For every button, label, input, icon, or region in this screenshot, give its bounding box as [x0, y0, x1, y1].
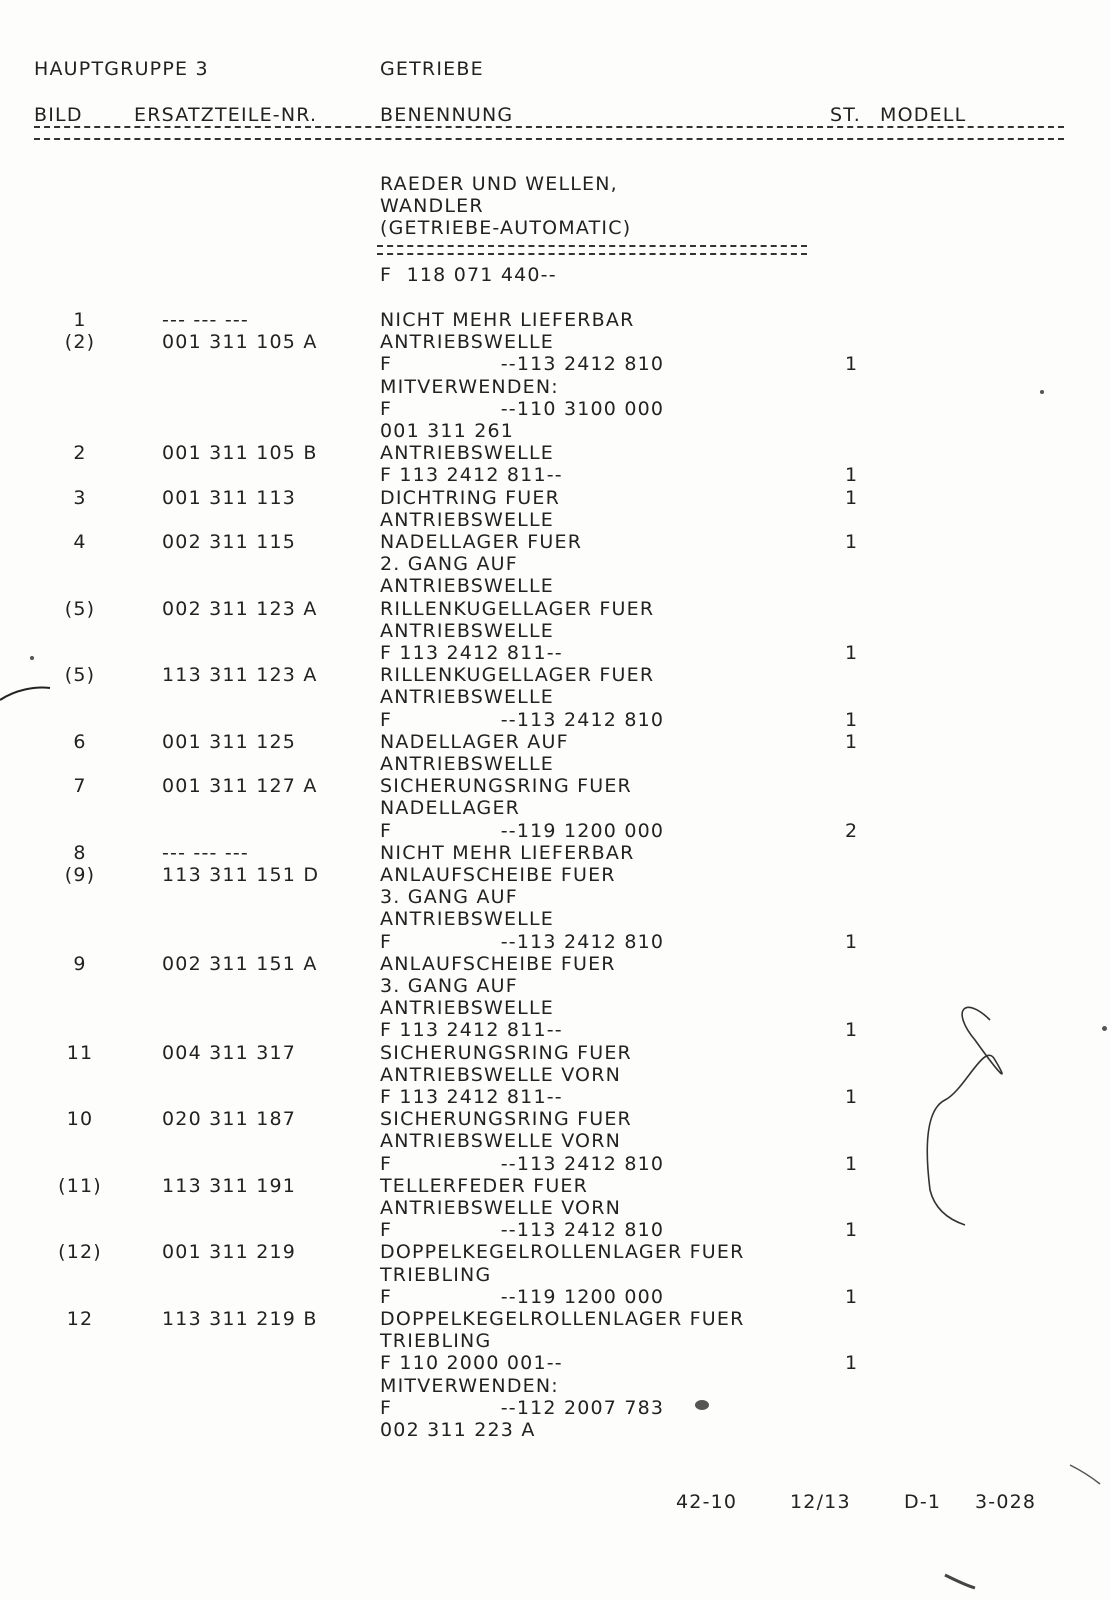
row-bild: 6: [73, 731, 87, 753]
row-bild: 12: [66, 1308, 94, 1330]
row-name: ANTRIEBSWELLE: [380, 509, 554, 531]
row-name: DICHTRING FUER: [380, 487, 561, 509]
row-name: SICHERUNGSRING FUER: [380, 1042, 632, 1064]
col-header-model: MODELL: [880, 104, 967, 126]
row-bild: 2: [73, 442, 87, 464]
row-name: ANLAUFSCHEIBE FUER: [380, 953, 616, 975]
row-quantity: 1: [845, 709, 859, 731]
row-part-number: 020 311 187: [162, 1108, 297, 1130]
row-name: TRIEBLING: [380, 1330, 492, 1352]
section-fref: F 118 071 440--: [380, 264, 557, 286]
row-name: F --119 1200 000: [380, 1286, 665, 1308]
row-quantity: 1: [845, 487, 859, 509]
ink-blot: [695, 1400, 709, 1410]
row-bild: 11: [66, 1042, 94, 1064]
row-quantity: 1: [845, 731, 859, 753]
row-quantity: 1: [845, 1019, 859, 1041]
row-bild: 9: [73, 953, 87, 975]
row-name: F --113 2412 810: [380, 1153, 665, 1175]
row-name: ANTRIEBSWELLE: [380, 331, 554, 353]
row-name: ANTRIEBSWELLE VORN: [380, 1130, 622, 1152]
row-name: NADELLAGER FUER: [380, 531, 583, 553]
row-name: ANTRIEBSWELLE: [380, 442, 554, 464]
col-header-bild: BILD: [34, 104, 83, 126]
ink-speck: [30, 656, 34, 660]
row-bild: (12): [58, 1241, 102, 1263]
row-quantity: 2: [845, 820, 859, 842]
row-quantity: 1: [845, 1286, 859, 1308]
row-part-number: 002 311 151 A: [162, 953, 318, 975]
row-bild: 4: [73, 531, 87, 553]
row-name: ANTRIEBSWELLE VORN: [380, 1197, 622, 1219]
row-part-number: 113 311 151 D: [162, 864, 320, 886]
row-name: F 113 2412 811--: [380, 1019, 563, 1041]
col-header-part-number: ERSATZTEILE-NR.: [134, 104, 318, 126]
row-name: F --113 2412 810: [380, 709, 665, 731]
row-name: ANTRIEBSWELLE VORN: [380, 1064, 622, 1086]
row-part-number: 001 311 105 B: [162, 442, 318, 464]
row-quantity: 1: [845, 531, 859, 553]
row-part-number: 002 311 123 A: [162, 598, 318, 620]
row-name: NADELLAGER AUF: [380, 731, 569, 753]
row-name: 3. GANG AUF: [380, 886, 518, 908]
col-header-name: BENENNUNG: [380, 104, 514, 126]
row-bild: (11): [58, 1175, 102, 1197]
group-heading: HAUPTGRUPPE 3: [34, 58, 209, 80]
row-bild: (5): [64, 664, 96, 686]
row-name: F --112 2007 783: [380, 1397, 665, 1419]
row-quantity: 1: [845, 1153, 859, 1175]
row-name: 2. GANG AUF: [380, 553, 518, 575]
footer-code3: D-1: [904, 1491, 942, 1513]
row-name: 3. GANG AUF: [380, 975, 518, 997]
row-name: SICHERUNGSRING FUER: [380, 775, 632, 797]
row-name: F --113 2412 810: [380, 931, 665, 953]
row-quantity: 1: [845, 1219, 859, 1241]
row-name: F 110 2000 001--: [380, 1352, 563, 1374]
row-bild: (9): [64, 864, 96, 886]
row-part-number: 113 311 219 B: [162, 1308, 318, 1330]
row-name: F 113 2412 811--: [380, 464, 563, 486]
row-name: F 113 2412 811--: [380, 1086, 563, 1108]
row-bild: 10: [66, 1108, 94, 1130]
row-quantity: 1: [845, 1352, 859, 1374]
row-part-number: 001 311 125: [162, 731, 297, 753]
group-title: GETRIEBE: [380, 58, 484, 80]
row-quantity: 1: [845, 1086, 859, 1108]
row-part-number: --- --- ---: [162, 309, 249, 331]
row-name: F --110 3100 000: [380, 398, 665, 420]
row-name: F 113 2412 811--: [380, 642, 563, 664]
footer-code1: 42-10: [676, 1491, 738, 1513]
row-name: NADELLAGER: [380, 797, 521, 819]
row-bild: (5): [64, 598, 96, 620]
row-bild: 3: [73, 487, 87, 509]
row-bild: (2): [64, 331, 96, 353]
row-quantity: 1: [845, 464, 859, 486]
row-name: RILLENKUGELLAGER FUER: [380, 664, 655, 686]
row-name: ANTRIEBSWELLE: [380, 686, 554, 708]
row-name: RILLENKUGELLAGER FUER: [380, 598, 655, 620]
row-name: ANLAUFSCHEIBE FUER: [380, 864, 616, 886]
row-part-number: 001 311 113: [162, 487, 297, 509]
section-title-line2: WANDLER: [380, 195, 484, 217]
section-title-line1: RAEDER UND WELLEN,: [380, 173, 618, 195]
row-name: DOPPELKEGELROLLENLAGER FUER: [380, 1308, 745, 1330]
row-name: SICHERUNGSRING FUER: [380, 1108, 632, 1130]
row-part-number: 001 311 219: [162, 1241, 297, 1263]
row-name: ANTRIEBSWELLE: [380, 575, 554, 597]
row-quantity: 1: [845, 931, 859, 953]
row-name: NICHT MEHR LIEFERBAR: [380, 309, 635, 331]
row-name: NICHT MEHR LIEFERBAR: [380, 842, 635, 864]
col-header-st: ST.: [830, 104, 862, 126]
ink-speck: [1102, 1026, 1107, 1031]
row-part-number: 004 311 317: [162, 1042, 297, 1064]
row-name: ANTRIEBSWELLE: [380, 753, 554, 775]
row-name: MITVERWENDEN:: [380, 1375, 559, 1397]
ink-speck: [1040, 390, 1044, 394]
row-part-number: 001 311 127 A: [162, 775, 318, 797]
row-quantity: 1: [845, 353, 859, 375]
row-name: TRIEBLING: [380, 1264, 492, 1286]
row-name: ANTRIEBSWELLE: [380, 620, 554, 642]
row-name: ANTRIEBSWELLE: [380, 997, 554, 1019]
row-name: TELLERFEDER FUER: [380, 1175, 589, 1197]
row-name: DOPPELKEGELROLLENLAGER FUER: [380, 1241, 745, 1263]
row-bild: 1: [73, 309, 87, 331]
row-name: F --113 2412 810: [380, 1219, 665, 1241]
row-part-number: 001 311 105 A: [162, 331, 318, 353]
row-name: MITVERWENDEN:: [380, 376, 559, 398]
row-bild: 7: [73, 775, 87, 797]
row-bild: 8: [73, 842, 87, 864]
section-title-line3: (GETRIEBE-AUTOMATIC): [380, 217, 632, 239]
row-name: 001 311 261: [380, 420, 515, 442]
footer-page-number: 3-028: [975, 1491, 1037, 1513]
row-part-number: --- --- ---: [162, 842, 249, 864]
row-quantity: 1: [845, 642, 859, 664]
row-name: F --119 1200 000: [380, 820, 665, 842]
row-part-number: 113 311 191: [162, 1175, 297, 1197]
row-name: F --113 2412 810: [380, 353, 665, 375]
footer-code2: 12/13: [790, 1491, 851, 1513]
row-name: ANTRIEBSWELLE: [380, 908, 554, 930]
row-part-number: 002 311 115: [162, 531, 297, 553]
row-part-number: 113 311 123 A: [162, 664, 318, 686]
row-name: 002 311 223 A: [380, 1419, 536, 1441]
